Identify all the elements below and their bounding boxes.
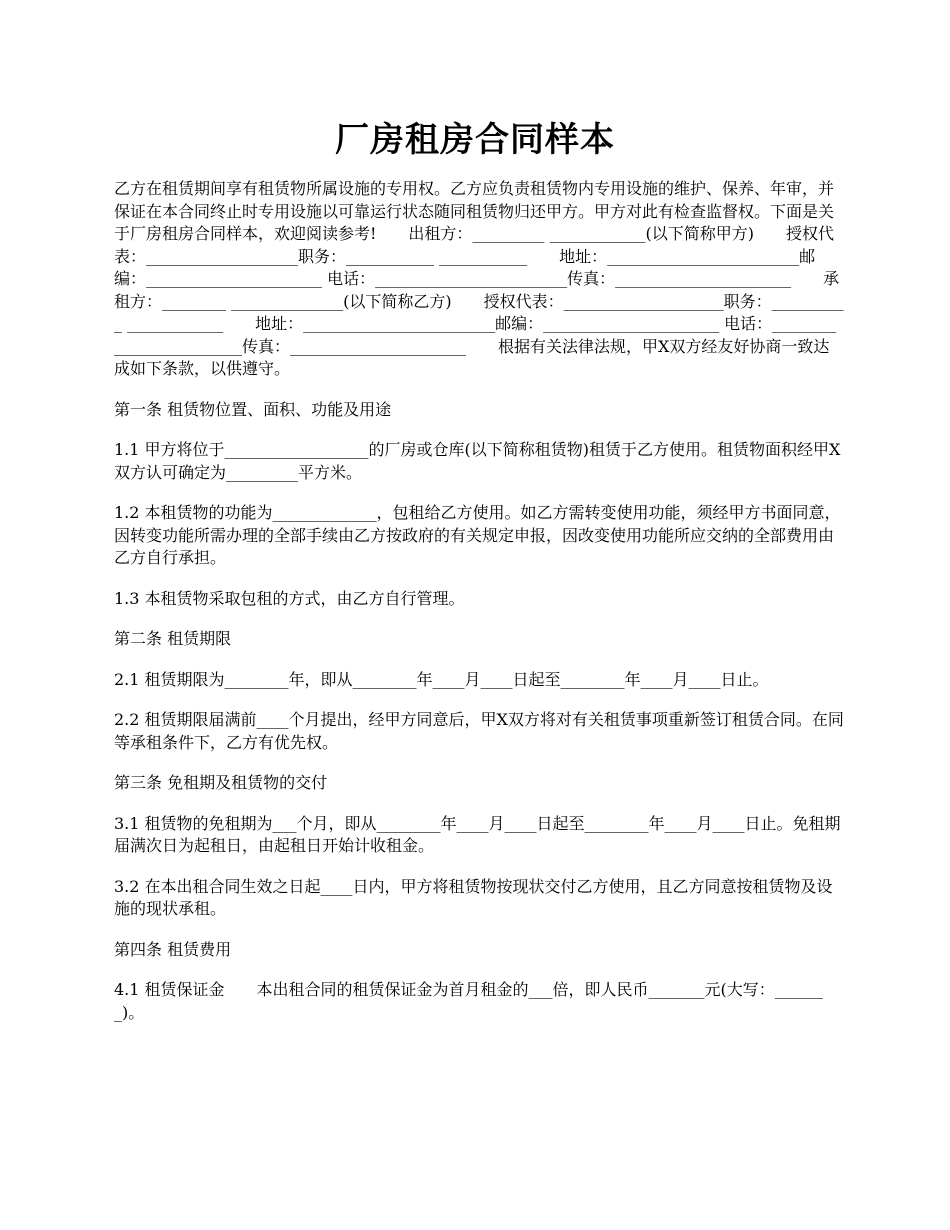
- article-1-heading: 第一条 租赁物位置、面积、功能及用途: [114, 399, 392, 419]
- article-4-heading: 第四条 租赁费用: [114, 939, 232, 959]
- clause-1-2: 1.2 本租赁物的功能为_____________，包租给乙方使用。如乙方需转变使用功能，须经甲方书面同意，因转变功能所需办理的全部手续由乙方按政府的有关规定申报，因改变使用功能所应交纳的全部费用由乙方自行承担。: [114, 503, 841, 567]
- clause-4-1: 4.1 租赁保证金 本出租合同的租赁保证金为首月租金的___倍，即人民币_______元(大写：______ _)。: [114, 980, 828, 1022]
- document-title: 厂房租房合同样本: [335, 120, 615, 160]
- clause-1-3: 1.3 本租赁物采取包租的方式，由乙方自行管理。: [114, 588, 465, 608]
- clause-2-2: 2.2 租赁期限届满前____个月提出，经甲方同意后，甲X双方将对有关租赁事项重新签订租赁合同。在同等承租条件下，乙方有优先权。: [114, 710, 844, 752]
- clause-1-1: 1.1 甲方将位于__________________的厂房或仓库(以下简称租赁物)租赁于乙方使用。租赁物面积经甲X双方认可确定为_________平方米。: [114, 440, 841, 482]
- document-body: [114, 178, 844, 1042]
- clause-2-1: 2.1 租赁期限为________年，即从________年____月____日起至________年____月____日止。: [114, 669, 769, 689]
- article-2-heading: 第二条 租赁期限: [114, 629, 232, 648]
- clause-3-1: 3.1 租赁物的免租期为___个月，即从________年____月____日起至________年____月____日止。免租期届满次日为起租日，由起租日开始计收租金。: [114, 813, 841, 855]
- article-3-heading: 第三条 免租期及租赁物的交付: [114, 773, 328, 792]
- intro-paragraph: 乙方在租赁期间享有租赁物所属设施的专用权。乙方应负责租赁物内专用设施的维护、保养、年审，并保证在本合同终止时专用设施以可靠运行状态随同租赁物归还甲方。甲方对此有检查监督权。下面是关于厂房租房合同样本，欢迎阅读参考! 出租方：_________ ____________(以下简称甲方) 授权代表：___________________职务：___________ ___________ 地址：________________________邮编：______________________ 电话：________________________传真：______________________ 承租方：________ ______________(以下简称乙方) 授权代表：____________________职务：__________ ____________ 地址：________________________邮编：______________________ 电话：________________________传真：______________________ 根据有关法律法规，甲X双方经友好协商一致达成如下条款，以供遵守。: [114, 179, 844, 378]
- clause-3-2: 3.2 在本出租合同生效之日起____日内，甲方将租赁物按现状交付乙方使用，且乙方同意按租赁物及设施的现状承租。: [114, 876, 833, 918]
